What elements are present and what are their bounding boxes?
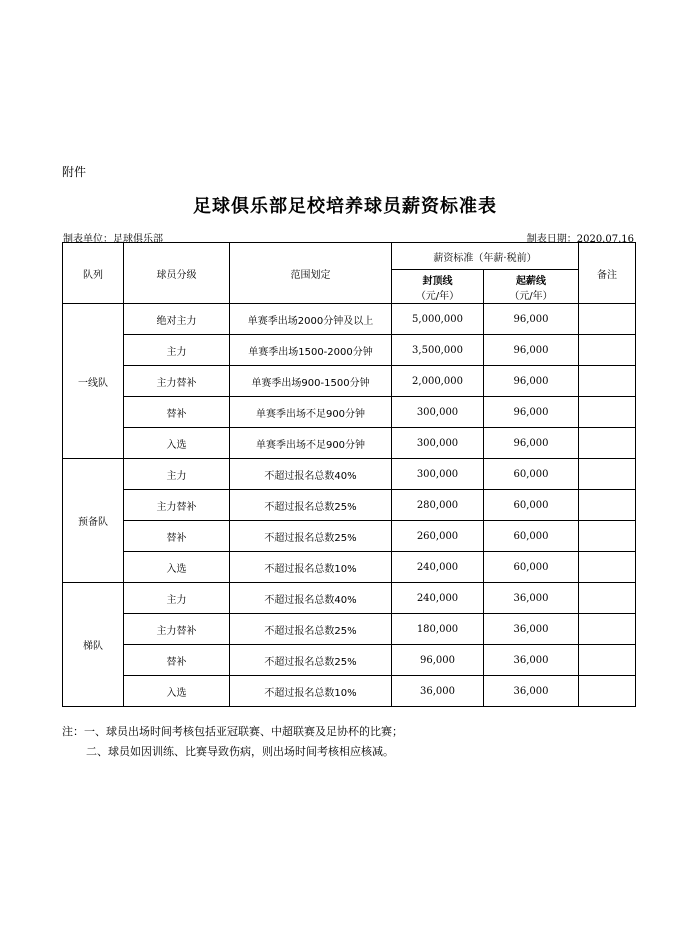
remark-cell [579, 397, 636, 428]
cap-cell: 300,000 [392, 459, 484, 490]
table-row [63, 521, 636, 552]
remark-cell [579, 645, 636, 676]
header-salary-standard: 薪资标准（年薪·税前） [392, 243, 579, 270]
level-cell: 入选 [124, 428, 230, 459]
range-cell: 不超过报名总数10% [230, 552, 392, 583]
table-row [63, 490, 636, 521]
range-cell: 不超过报名总数25% [230, 490, 392, 521]
table-row [63, 304, 636, 335]
base-cell: 36,000 [484, 583, 579, 614]
level-cell: 主力 [124, 459, 230, 490]
range-cell: 单赛季出场1500-2000分钟 [230, 335, 392, 366]
table-row [63, 459, 636, 490]
remark-cell [579, 676, 636, 707]
header-base-unit: （元/年） [509, 290, 553, 302]
level-cell: 主力替补 [124, 490, 230, 521]
header-cap-unit: （元/年） [415, 290, 460, 302]
page-title: 足球俱乐部足校培养球员薪资标准表 [193, 196, 497, 217]
team-cell: 预备队 [63, 459, 124, 583]
level-cell: 入选 [124, 552, 230, 583]
base-cell: 36,000 [484, 614, 579, 645]
level-cell: 主力 [124, 335, 230, 366]
header-base [484, 270, 579, 304]
range-cell: 单赛季出场不足900分钟 [230, 397, 392, 428]
cap-cell: 3,500,000 [392, 335, 484, 366]
level-cell: 替补 [124, 397, 230, 428]
table-row [63, 645, 636, 676]
remark-cell [579, 614, 636, 645]
range-cell: 不超过报名总数25% [230, 614, 392, 645]
cap-cell: 240,000 [392, 552, 484, 583]
cap-cell: 300,000 [392, 397, 484, 428]
table-row [63, 366, 636, 397]
team-cell: 梯队 [63, 583, 124, 707]
cap-cell: 240,000 [392, 583, 484, 614]
table-row [63, 428, 636, 459]
remark-cell [579, 366, 636, 397]
base-cell: 60,000 [484, 459, 579, 490]
header-remark: 备注 [579, 243, 636, 304]
cap-cell: 300,000 [392, 428, 484, 459]
table-unit: 制表单位：足球俱乐部 [63, 234, 163, 245]
range-cell: 不超过报名总数40% [230, 583, 392, 614]
base-cell: 96,000 [484, 397, 579, 428]
cap-cell: 5,000,000 [392, 304, 484, 335]
header-level: 球员分级 [124, 243, 230, 304]
level-cell: 主力替补 [124, 614, 230, 645]
range-cell: 单赛季出场不足900分钟 [230, 428, 392, 459]
table-date: 制表日期：2020.07.16 [526, 234, 634, 245]
base-cell: 96,000 [484, 304, 579, 335]
table-row [63, 397, 636, 428]
table-row [63, 614, 636, 645]
range-cell: 单赛季出场2000分钟及以上 [230, 304, 392, 335]
cap-cell: 2,000,000 [392, 366, 484, 397]
header-cap [392, 270, 484, 304]
cap-cell: 280,000 [392, 490, 484, 521]
level-cell: 主力 [124, 583, 230, 614]
remark-cell [579, 552, 636, 583]
notes [62, 722, 403, 762]
remark-cell [579, 459, 636, 490]
base-cell: 60,000 [484, 552, 579, 583]
range-cell: 单赛季出场900-1500分钟 [230, 366, 392, 397]
note-2: 二、球员如因训练、比赛导致伤病，则出场时间考核相应核减。 [86, 745, 394, 758]
header-team: 队列 [63, 243, 124, 304]
header-range: 范围划定 [230, 243, 392, 304]
remark-cell [579, 304, 636, 335]
cap-cell: 96,000 [392, 645, 484, 676]
base-cell: 36,000 [484, 676, 579, 707]
table-row [63, 583, 636, 614]
level-cell: 替补 [124, 645, 230, 676]
range-cell: 不超过报名总数25% [230, 521, 392, 552]
level-cell: 替补 [124, 521, 230, 552]
remark-cell [579, 521, 636, 552]
base-cell: 36,000 [484, 645, 579, 676]
base-cell: 96,000 [484, 335, 579, 366]
cap-cell: 180,000 [392, 614, 484, 645]
header-base-label: 起薪线 [516, 275, 546, 287]
range-cell: 不超过报名总数10% [230, 676, 392, 707]
team-cell: 一线队 [63, 304, 124, 459]
table-row [63, 676, 636, 707]
cap-cell: 36,000 [392, 676, 484, 707]
attachment-label: 附件 [62, 165, 87, 179]
remark-cell [579, 583, 636, 614]
base-cell: 96,000 [484, 366, 579, 397]
salary-table [62, 242, 636, 707]
base-cell: 60,000 [484, 521, 579, 552]
level-cell: 主力替补 [124, 366, 230, 397]
note-1: 注：一、球员出场时间考核包括亚冠联赛、中超联赛及足协杯的比赛； [62, 725, 403, 738]
remark-cell [579, 428, 636, 459]
table-row [63, 335, 636, 366]
level-cell: 绝对主力 [124, 304, 230, 335]
table-row [63, 552, 636, 583]
remark-cell [579, 335, 636, 366]
range-cell: 不超过报名总数40% [230, 459, 392, 490]
cap-cell: 260,000 [392, 521, 484, 552]
level-cell: 入选 [124, 676, 230, 707]
header-cap-label: 封顶线 [422, 275, 453, 287]
base-cell: 96,000 [484, 428, 579, 459]
range-cell: 不超过报名总数25% [230, 645, 392, 676]
base-cell: 60,000 [484, 490, 579, 521]
remark-cell [579, 490, 636, 521]
